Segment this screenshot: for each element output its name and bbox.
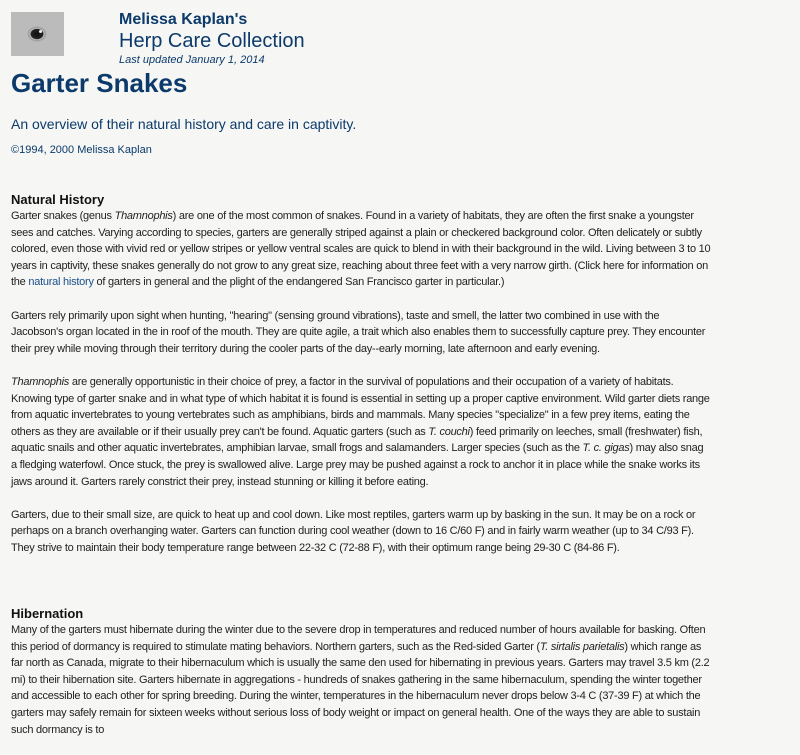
text: ) may also snag a fledging waterfowl. Once stuck, the prey is swallowed alive. Large prey may be pushed against a rock to anchor it in place while the snake works its jaws around it. Garters rarely constrict their prey, instead stunning or killing it before eating.	[11, 442, 704, 488]
text: of garters in general and the plight of the endangered San Francisco garter in particular.)	[93, 276, 505, 289]
text: ) feed primarily on leeches, small (freshwater) fish, aquatic snails and other aquatic invertebrates, amphibian larvae, small frogs and salamanders. Larger species (such as the	[11, 425, 703, 455]
paragraph: Garters, due to their small size, are quick to heat up and cool down. Like most reptiles, garters warm up by basking in the sun. It may be on a rock or perhaps on a branch overhanging water. Garters can function during cool weather (down to 16 C/60 F) and in fairly warm weather (up to 34 C/93 F). They strive to maintain their body temperature range between 22-32 C (72-88 F), with their optimum range being 29-30 C (84-86 F).	[11, 508, 696, 554]
logo-eye-image	[11, 12, 64, 56]
last-updated: Last updated January 1, 2014	[119, 54, 265, 66]
text: Garter snakes (genus	[11, 210, 115, 222]
section-heading-natural-history: Natural History	[11, 192, 105, 207]
paragraph	[11, 622, 711, 738]
paragraph	[11, 374, 711, 490]
article-body	[11, 192, 711, 755]
copyright: ©1994, 2000 Melissa Kaplan	[11, 144, 152, 156]
natural-history-link[interactable]: natural history	[28, 276, 94, 289]
paragraph: Garters rely primarily upon sight when hunting, "hearing" (sensing ground vibrations), taste and smell, the latter two combined in use with the Jacobson's organ located in the in roof of the mouth. They are quite agile, a trait which also enables them to successfully capture prey. They encounter their prey while moving through their territory during the cooler parts of the day--early morning, late afternoon and early evening.	[11, 309, 706, 355]
text-italic: Thamnophis	[11, 375, 70, 388]
text-italic: Thamnophis	[114, 210, 173, 222]
brand-author: Melissa Kaplan's	[119, 11, 248, 28]
section-heading-hibernation: Hibernation	[11, 606, 84, 622]
text: Many of the garters must hibernate during the winter due to the severe drop in temperatures and reduced number of hours available for basking. Often this period of dormancy is required to stimulate mating behaviors. Northern garters, such as the Red-sided Garter (	[11, 624, 706, 653]
text-italic: T. sirtalis parietalis	[539, 640, 625, 653]
page-title: Garter Snakes	[11, 68, 188, 98]
site-brand	[119, 10, 305, 67]
brand-collection: Herp Care Collection	[119, 30, 305, 52]
text-italic: T. c. gigas	[582, 442, 630, 455]
page-subtitle: An overview of their natural history and care in captivity.	[11, 116, 357, 132]
text: ) are one of the most common of snakes. Found in a variety of habitats, they are often the first snake a youngster sees and catches. Varying according to species, garters are generally striped against a plain or checkered background color. Often delicately or subtly colored, even those with vivid red or yellow stripes or yellow ventral scales are quick to blend in with their background in the wild. Living between 3 to 10 years in captivity, these snakes generally do not grow to any great size, reaching about three feet with a very narrow girth. (Click here for information on the	[11, 210, 711, 289]
text-italic: T. couchi	[428, 425, 470, 438]
text: are generally opportunistic in their choice of prey, a factor in the survival of populations and their occupation of a variety of habitats. Knowing type of garter snake and in what type of which habitat it is found is essential in setting up a proper captive environment. Wild garter diets range from aquatic invertebrates to young vertebrates such as amphibians, birds and mammals. Many species "specialize" in a few prey items, eating the others as they are available or if their usually prey can't be found. Aquatic garters (such as	[11, 375, 710, 438]
paragraph	[11, 208, 711, 291]
text: ) which range as far north as Canada, migrate to their hibernaculum which is usually the same den used for hibernating in previous years. Garters may travel 3.5 km (2.2 mi) to their hibernation site. Garters hibernate in aggregations - hundreds of snakes gathering in the same hibernaculum, spending the winter together and accessible to each other for spring breeding. During the winter, temperatures in the hibernaculum never drops below 3-4 C (37-39 F) at which the garters may safely remain for sixteen weeks without serious loss of body weight or impact on general health. One of the ways they are able to sustain such dormancy is to	[11, 640, 710, 736]
